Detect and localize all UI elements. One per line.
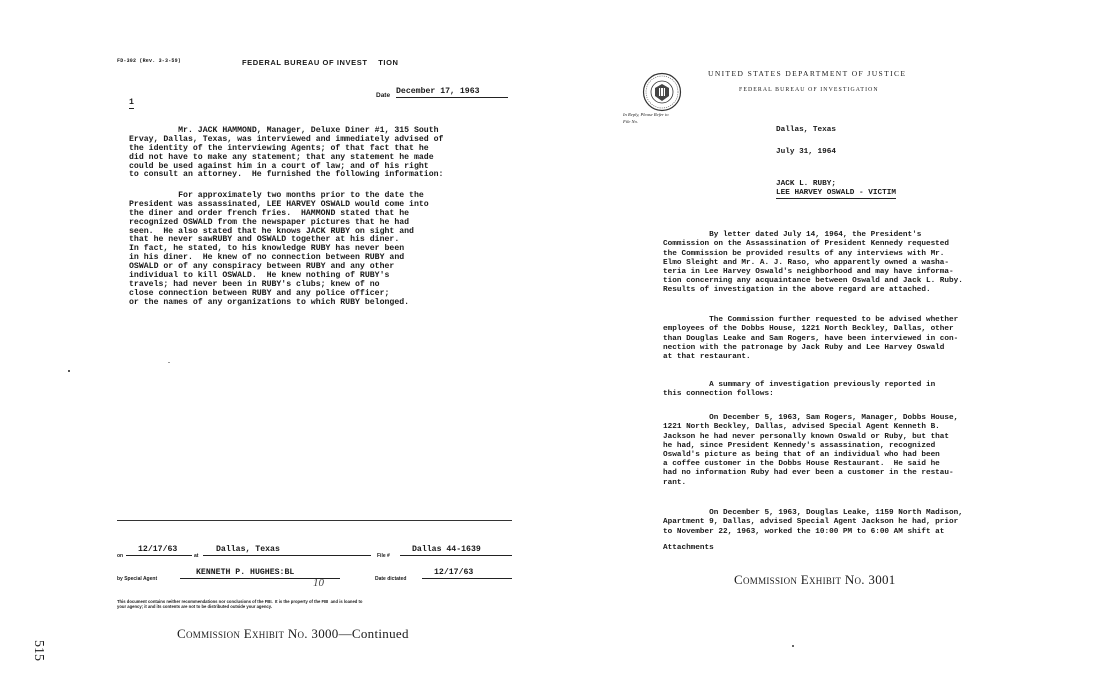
text-line: that he never sawRUBY and OSWALD together at his diner. xyxy=(129,235,400,245)
text-line: a coffee customer in the Dobbs House Restaurant. He said he xyxy=(663,460,940,469)
file-label: File # xyxy=(377,553,390,559)
text-line: did not have to make any statement; that any statement he made xyxy=(129,152,434,162)
text-line: On December 5, 1963, Sam Rogers, Manager, Dobbs House, xyxy=(663,414,959,423)
text-line: The Commission further requested to be advised whether xyxy=(663,316,959,325)
letter-paragraph-2 xyxy=(663,307,958,371)
date-label: Date xyxy=(376,92,391,99)
disclaimer-line: This document contains neither recommendations nor conclusions of the FBI. It is the property of the FBI and is loaned to xyxy=(117,599,363,604)
text-line: Ervay, Dallas, Texas, was interviewed and immediately advised of xyxy=(129,134,444,144)
attachments-label: Attachments xyxy=(663,544,714,552)
exhibit-caption-3000 xyxy=(177,626,409,642)
dictated-label: Date dictated xyxy=(375,576,407,582)
text-line: A summary of investigation previously reported in xyxy=(663,381,936,390)
text-line: to consult an attorney. He furnished the following information: xyxy=(129,170,444,180)
text-line: seen. He also stated that he knows JACK RUBY on sight and xyxy=(129,226,414,236)
subject-line-1: JACK L. RUBY; xyxy=(776,180,836,188)
text-line: rant. xyxy=(663,478,687,487)
reply-line: File No. xyxy=(623,119,639,124)
fbi-disclaimer xyxy=(117,594,362,614)
exhibit-caption-3001: Commission Exhibit No. 3001 xyxy=(734,572,896,587)
text-line: close connection between RUBY and any police officer; xyxy=(129,288,390,298)
text-line: tion concerning any acquaintance between Oswald and Jack L. Ruby. xyxy=(663,277,963,286)
speck-mark xyxy=(68,370,70,372)
text-line: nection with the patronage by Jack Ruby and Lee Harvey Oswald xyxy=(663,343,945,352)
text-line: in his diner. He knew of no connection between RUBY and xyxy=(129,253,405,263)
text-line: 1221 North Beckley, Dallas, advised Special Agent Kenneth B. xyxy=(663,423,940,432)
letter-paragraph-1 xyxy=(663,222,963,305)
text-line: Commission on the Assassination of President Kennedy requested xyxy=(663,240,950,249)
interview-location: Dallas, Texas xyxy=(203,546,371,556)
text-line: Mr. JACK HAMMOND, Manager, Deluxe Diner #1, 315 South xyxy=(129,125,439,135)
text-line: For approximately two months prior to the date the xyxy=(129,190,424,200)
hammond-paragraph-1 xyxy=(129,118,443,189)
text-line: President was assassinated, LEE HARVEY OSWALD would come into xyxy=(129,199,429,209)
form-number: FD-302 (Rev. 3-3-59) xyxy=(117,58,182,64)
dictated-date: 12/17/63 xyxy=(422,569,512,579)
text-line: Elmo Sleight and Mr. A. J. Raso, who apparently owned a washa- xyxy=(663,258,950,267)
handwritten-note: 10 xyxy=(313,577,324,589)
agent-name: KENNETH P. HUGHES:BL xyxy=(180,569,340,579)
speck-mark xyxy=(168,362,170,363)
letter-paragraph-4 xyxy=(663,405,958,497)
text-line: the Commission be provided results of any interviews with Mr. xyxy=(663,249,945,258)
agent-label: by Special Agent xyxy=(117,576,158,582)
text-line: Jackson he had never personally known Oswald or Ruby, but that xyxy=(663,432,950,441)
subject-line-2: LEE HARVEY OSWALD - VICTIM xyxy=(776,189,896,199)
text-line: By letter dated July 14, 1964, the President's xyxy=(663,231,922,240)
text-line: at that restaurant. xyxy=(663,353,751,362)
reply-line: In Reply, Please Refer to xyxy=(623,112,669,117)
text-line: Oswald's picture as being that of an individual who had been xyxy=(663,451,940,460)
letter-date: July 31, 1964 xyxy=(776,148,836,156)
text-line: Apartment 9, Dallas, advised Special Agent Jackson he had, prior xyxy=(663,518,959,527)
letter-city: Dallas, Texas xyxy=(776,126,836,134)
hammond-paragraph-2 xyxy=(129,183,429,317)
at-label: at xyxy=(194,553,199,559)
on-label: on xyxy=(117,553,124,559)
report-date: December 17, 1963 xyxy=(396,88,508,98)
text-line: OSWALD or of any conspiracy between RUBY and any other xyxy=(129,262,395,272)
text-line: the diner and order french fries. HAMMOND stated that he xyxy=(129,208,410,218)
text-line: recognized OSWALD from the newspaper pictures that he had xyxy=(129,217,410,227)
text-line: the identity of the interviewing Agents; of that fact that he xyxy=(129,143,429,153)
text-line: teria in Lee Harvey Oswald's neighborhood and may have informa- xyxy=(663,268,954,277)
text-line: On December 5, 1963, Douglas Leake, 1159 North Madison, xyxy=(663,509,963,518)
text-line: employees of the Dobbs House, 1221 North Beckley, Dallas, other xyxy=(663,325,954,334)
caption-text: Commission Exhibit No. 3000 xyxy=(177,626,339,641)
text-line: In fact, he stated, to his knowledge RUBY has never been xyxy=(129,244,405,254)
text-line: to November 22, 1963, worked the 10:00 PM to 6:00 AM shift at xyxy=(663,527,945,536)
text-line: individual to kill OSWALD. He knew nothing of RUBY's xyxy=(129,271,390,281)
doj-seal-icon xyxy=(623,53,663,93)
bureau-header: FEDERAL BUREAU OF INVESTIGATION xyxy=(739,87,879,93)
letter-paragraph-3 xyxy=(663,372,935,409)
text-line: or the names of any organizations to which RUBY belonged. xyxy=(129,297,410,307)
letter-paragraph-5 xyxy=(663,500,963,546)
text-line: than Douglas Leake and Sam Rogers, have been interviewed in con- xyxy=(663,334,959,343)
reply-reference xyxy=(623,104,669,132)
text-line: had no information Ruby had ever been a customer in the restau- xyxy=(663,469,954,478)
text-line: travels; had never been in RUBY's clubs; knew of no xyxy=(129,279,380,289)
text-line: Results of investigation in the above regard are attached. xyxy=(663,286,931,295)
footer-rule xyxy=(117,520,512,521)
disclaimer-line: your agency; it and its contents are not to be distributed outside your agency. xyxy=(117,604,272,609)
caption-suffix: —Continued xyxy=(338,626,409,641)
file-number: Dallas 44-1639 xyxy=(400,546,512,556)
text-line: this connection follows: xyxy=(663,390,774,399)
text-line: he had, since President Kennedy's assassination, recognized xyxy=(663,441,936,450)
text-line: could be used against him in a court of law; and of his right xyxy=(129,161,429,171)
page-marker: 1 xyxy=(129,98,134,107)
page-number: 515 xyxy=(31,640,46,661)
department-header: UNITED STATES DEPARTMENT OF JUSTICE xyxy=(708,69,907,78)
agency-header: FEDERAL BUREAU OF INVEST TION xyxy=(242,58,399,67)
interview-date: 12/17/63 xyxy=(126,546,192,556)
speck-mark xyxy=(792,645,794,647)
